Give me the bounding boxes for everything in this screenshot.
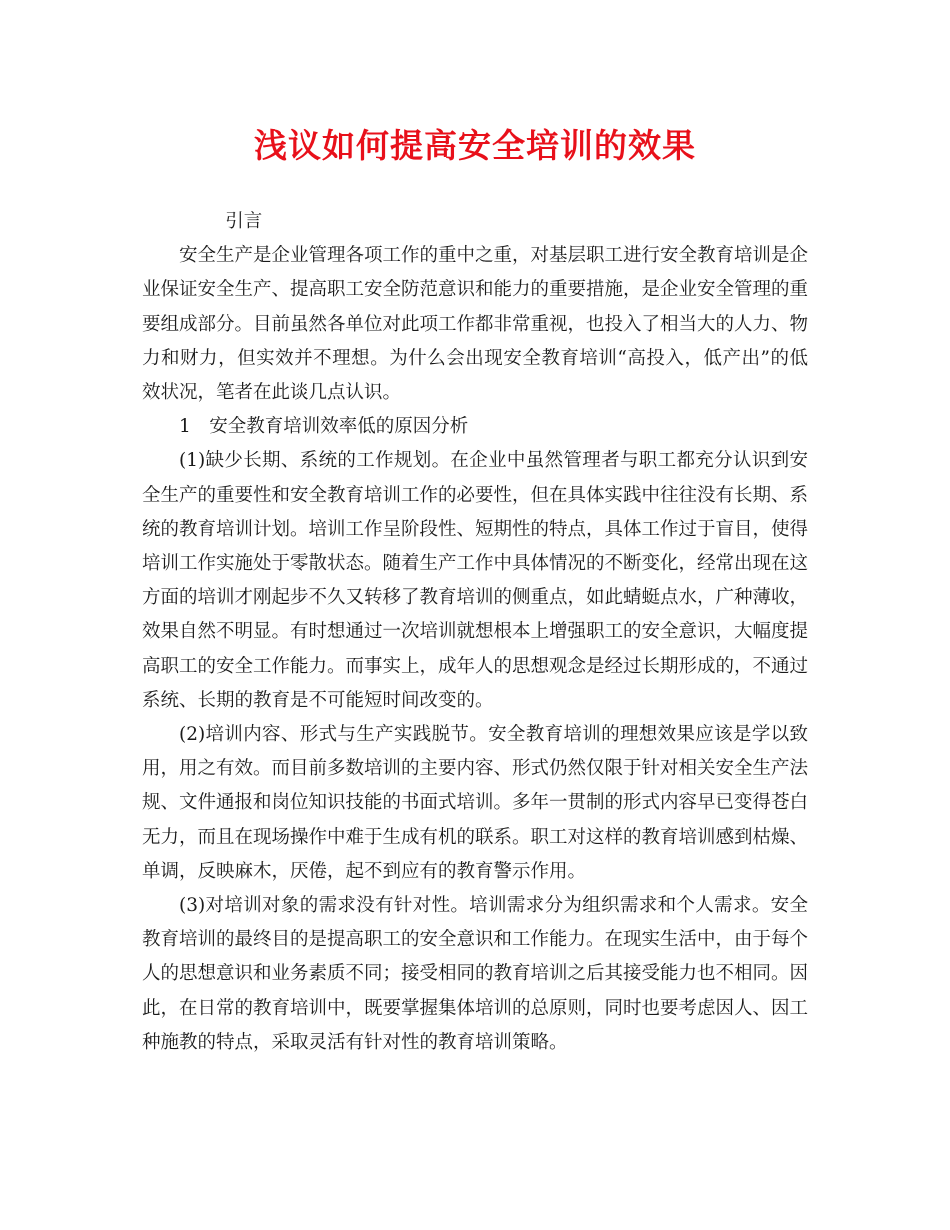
document-body (142, 205, 808, 1060)
intro-heading: 引言 (225, 211, 263, 232)
paragraph-1: (1)缺少长期、系统的工作规划。在企业中虽然管理者与职工都充分认识到安全生产的重要性和安全教育培训工作的必要性，但在具体实践中往往没有长期、系统的教育培训计划。培训工作呈阶段性、短期性的特点，具体工作过于盲目，使得培训工作实施处于零散状态。随着生产工作中具体情况的不断变化，经常出现在这方面的培训才刚起步不久又转移了教育培训的侧重点，如此蜻蜓点水，广种薄收，效果自然不明显。有时想通过一次培训就想根本上增强职工的安全意识，大幅度提高职工的安全工作能力。而事实上，成年人的思想观念是经过长期形成的，不通过系统、长期的教育是不可能短时间改变的。 (142, 450, 809, 711)
document-title: 浅议如何提高安全培训的效果 (254, 126, 696, 165)
intro-paragraph: 安全生产是企业管理各项工作的重中之重，对基层职工进行安全教育培训是企业保证安全生产、提高职工安全防范意识和能力的重要措施，是企业安全管理的重要组成部分。目前虽然各单位对此项工作都非常重视，也投入了相当大的人力、物力和财力，但实效并不理想。为什么会出现安全教育培训“高投入，低产出”的低效状况，笔者在此谈几点认识。 (142, 245, 809, 404)
paragraph-2: (2)培训内容、形式与生产实践脱节。安全教育培训的理想效果应该是学以致用，用之有效。而目前多数培训的主要内容、形式仍然仅限于针对相关安全生产法规、文件通报和岗位知识技能的书面式培训。多年一贯制的形式内容早已变得苍白无力，而且在现场操作中难于生成有机的联系。职工对这样的教育培训感到枯燥、单调，反映麻木，厌倦，起不到应有的教育警示作用。 (142, 724, 809, 882)
section-1-heading: 1 安全教育培训效率低的原因分析 (179, 416, 469, 438)
paragraph-3: (3)对培训对象的需求没有针对性。培训需求分为组织需求和个人需求。安全教育培训的最终目的是提高职工的安全意识和工作能力。在现实生活中，由于每个人的思想意识和业务素质不同；接受相同的教育培训之后其接受能力也不相同。因此，在日常的教育培训中，既要掌握集体培训的总原则，同时也要考虑因人、因工种施教的特点，采取灵活有针对性的教育培训策略。 (142, 895, 809, 1053)
